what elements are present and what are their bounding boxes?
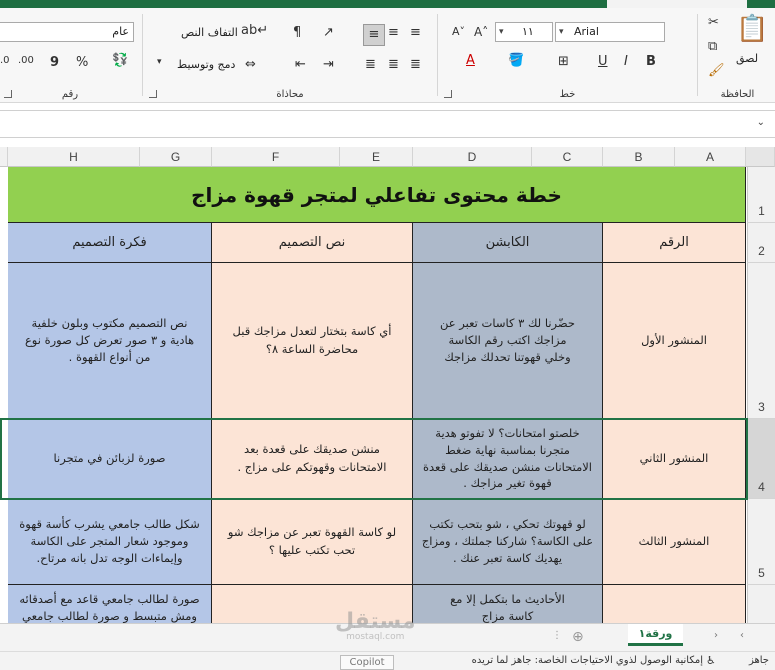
chevron-down-icon[interactable]: ⌄ <box>756 117 765 128</box>
row-header-1[interactable]: 1 <box>747 167 775 223</box>
post-1-number-cell[interactable]: المنشور الأول <box>603 263 746 419</box>
alignment-launcher-icon[interactable] <box>149 90 157 98</box>
comma-style-icon[interactable]: 9 <box>50 55 60 70</box>
post-1-design-text-cell[interactable]: أي كاسة بتختار لتعدل مزاجك قبل محاضرة الساعة ٨؟ <box>212 263 413 419</box>
font-launcher-icon[interactable] <box>444 90 452 98</box>
chevron-left-icon[interactable]: ‹ <box>740 630 744 641</box>
font-size-select[interactable]: ▾ ١١ <box>495 22 553 42</box>
select-all-corner[interactable] <box>746 147 775 167</box>
chevron-down-icon: ▾ <box>499 27 504 37</box>
underline-icon[interactable]: U <box>598 54 608 69</box>
post-1-design-idea-cell[interactable]: نص التصميم مكتوب وبلون خلفية هادية و ٣ صور تعرض كل صورة نوع من أنواع القهوة . <box>8 263 212 419</box>
row-header-5[interactable]: 5 <box>747 499 775 585</box>
wrap-text-button[interactable]: التفاف النص <box>181 26 238 39</box>
number-launcher-icon[interactable] <box>4 90 12 98</box>
status-ready: جاهز <box>748 655 769 666</box>
post-4-caption-cell[interactable]: الأحاديث ما بتكمل إلا مع كاسة مزاج <box>413 585 603 623</box>
group-divider <box>437 14 438 96</box>
group-divider <box>142 14 143 96</box>
increase-font-icon[interactable]: A˄ <box>474 25 489 39</box>
row-header-6[interactable] <box>747 585 775 623</box>
post-2-design-idea-cell[interactable]: صورة لزبائن في متجرنا <box>8 419 212 499</box>
copilot-button[interactable]: Copilot <box>340 655 394 670</box>
column-header-c[interactable]: C <box>532 147 603 167</box>
add-sheet-icon[interactable]: ⊕ <box>572 629 584 645</box>
decrease-font-icon[interactable]: A˅ <box>452 25 466 38</box>
spreadsheet-grid <box>0 147 775 623</box>
post-4-number-cell[interactable] <box>603 585 746 623</box>
increase-decimal-icon[interactable]: .00 <box>18 55 34 66</box>
group-divider <box>697 14 698 96</box>
watermark <box>335 611 415 642</box>
sheet-title-cell[interactable]: خطة محتوى تفاعلي لمتجر قهوة مزاج <box>8 167 746 223</box>
title-tab-strip <box>607 0 747 8</box>
column-header-b[interactable]: B <box>603 147 675 167</box>
text-direction-icon[interactable]: ¶ <box>293 25 302 40</box>
font-name-select[interactable]: ▾ Arial <box>555 22 665 42</box>
align-top-icon[interactable]: ≡ <box>410 25 421 40</box>
decrease-indent-icon[interactable]: ⇤ <box>295 57 306 72</box>
align-right-icon[interactable]: ≣ <box>410 57 421 72</box>
post-3-design-text-cell[interactable]: لو كاسة القهوة تعبر عن مزاجك شو تحب تكتب عليها ؟ <box>212 499 413 585</box>
font-color-icon[interactable]: A <box>466 53 475 68</box>
wrap-text-icon[interactable]: ab↵ <box>241 23 269 38</box>
column-header-empty <box>0 147 8 167</box>
post-2-number-cell[interactable]: المنشور الثاني <box>603 419 746 499</box>
status-accessibility[interactable]: إمكانية الوصول لذوي الاحتياجات الخاصة: جاهز لما تريده <box>471 655 703 666</box>
cut-icon[interactable]: ✂ <box>708 15 719 30</box>
align-center-icon[interactable]: ≣ <box>388 57 399 72</box>
ribbon <box>0 8 775 103</box>
header-design-idea-cell[interactable]: فكرة التصميم <box>8 223 212 263</box>
accessibility-icon[interactable]: ♿ <box>706 654 716 667</box>
paste-button-label[interactable]: لصق <box>736 52 759 65</box>
column-header-h[interactable]: H <box>8 147 140 167</box>
post-2-design-text-cell[interactable]: منشن صديقك على قعدة بعد الامتحانات وقهوتكم على مزاج . <box>212 419 413 499</box>
merge-center-icon[interactable]: ⇔ <box>245 57 256 72</box>
column-header-g[interactable]: G <box>140 147 212 167</box>
post-1-caption-cell[interactable]: حضّرنا لك ٣ كاسات تعبر عن مزاجك اكتب رقم الكاسة وخلي قهوتنا تحدلك مزاجك <box>413 263 603 419</box>
watermark-brand: مستقل <box>335 609 416 634</box>
align-left-icon[interactable]: ≣ <box>365 57 376 72</box>
sheet-tab-1[interactable]: ورقة١ <box>628 624 683 646</box>
number-format-select[interactable]: عام <box>0 22 134 42</box>
font-group <box>440 8 695 103</box>
post-2-caption-cell[interactable]: خلصتو امتحانات؟ لا تفوتو هدية متجرنا بمناسبة نهاية ضغط الامتحانات منشن صديقك على قعدة قهوة تغير مزاجك . <box>413 419 603 499</box>
fill-color-icon[interactable]: 🪣 <box>508 53 525 68</box>
align-middle-icon[interactable]: ≡ <box>388 25 399 40</box>
watermark-domain: mostaql.com <box>346 632 405 642</box>
row-header-4[interactable]: 4 <box>747 419 775 499</box>
orientation-icon[interactable]: ↗ <box>323 25 334 40</box>
accounting-format-icon[interactable]: 💱 <box>112 53 129 68</box>
align-bottom-icon[interactable]: ≡ <box>363 24 385 46</box>
column-header-a[interactable]: A <box>675 147 746 167</box>
decrease-decimal-icon[interactable]: .0 <box>0 55 10 66</box>
chevron-right-icon[interactable]: › <box>714 630 718 641</box>
title-bar <box>0 0 775 8</box>
post-3-number-cell[interactable]: المنشور الثالث <box>603 499 746 585</box>
clipboard-group <box>700 8 775 103</box>
row-header-2[interactable]: 2 <box>747 223 775 263</box>
percent-icon[interactable]: % <box>76 55 89 70</box>
number-group-label: رقم <box>61 89 79 100</box>
font-group-label: خط <box>559 89 576 100</box>
number-group <box>0 8 140 103</box>
column-header-f[interactable]: F <box>212 147 340 167</box>
increase-indent-icon[interactable]: ⇥ <box>323 57 334 72</box>
post-3-design-idea-cell[interactable]: شكل طالب جامعي يشرب كأسة قهوة وموجود شعار المتجر على الكاسة وإيماءات الوجه تدل بانه مرتاح. <box>8 499 212 585</box>
tab-scroll-icon[interactable]: ⋮ <box>552 630 562 641</box>
header-number-cell[interactable]: الرقم <box>603 223 746 263</box>
merge-center-button[interactable]: دمج وتوسيط <box>177 58 236 71</box>
alignment-group-label: محاذاة <box>276 89 304 100</box>
column-header-e[interactable]: E <box>340 147 413 167</box>
bold-icon[interactable]: B <box>646 54 656 69</box>
format-painter-icon[interactable]: 🖌 <box>708 63 725 78</box>
italic-icon[interactable]: I <box>624 54 628 69</box>
header-caption-cell[interactable]: الكابشن <box>413 223 603 263</box>
copy-icon[interactable]: ⧉ <box>708 39 718 54</box>
post-4-design-idea-cell[interactable]: صورة لطالب جامعي قاعد مع أصدقائه ومش متبسط و صورة لطالب جامعي <box>8 585 212 623</box>
borders-icon[interactable]: ⊞ <box>558 54 569 69</box>
paste-icon[interactable]: 📋 <box>736 14 769 44</box>
formula-bar[interactable] <box>0 110 775 138</box>
clipboard-group-label: الحافظة <box>720 89 755 100</box>
row-header-3[interactable]: 3 <box>747 263 775 419</box>
chevron-down-icon: ▾ <box>559 27 564 37</box>
column-header-d[interactable]: D <box>413 147 532 167</box>
merge-dropdown-icon[interactable]: ▾ <box>157 57 162 67</box>
header-design-text-cell[interactable]: نص التصميم <box>212 223 413 263</box>
alignment-group <box>145 8 435 103</box>
post-3-caption-cell[interactable]: لو قهوتك تحكي ، شو بتحب تكتب على الكاسة؟ شاركنا جملتك ، ومزاج يهديك كاسة تعبر عنك . <box>413 499 603 585</box>
